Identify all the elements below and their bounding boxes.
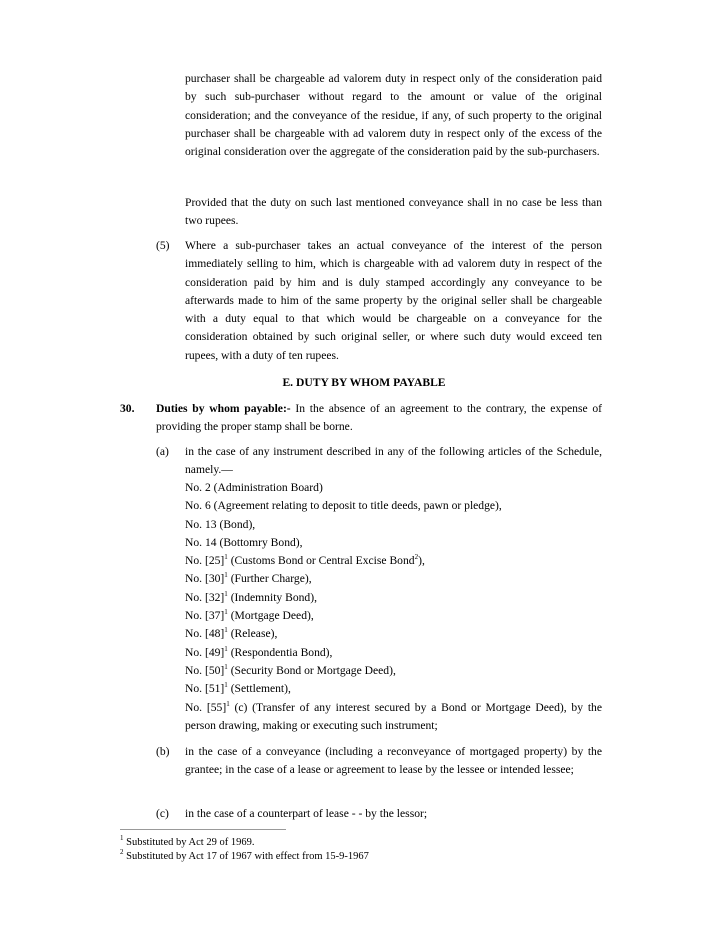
item-a-label: (a) <box>156 445 169 458</box>
article-55-item: No. $[55]^1$ (c) (Transfer of any interest secured by a Bond or Mortgage Deed), by the person drawing, making or executing such instrument; <box>185 700 602 733</box>
footnote-divider <box>120 829 286 830</box>
list-item: No. 13 (Bond), <box>185 517 256 531</box>
list-item: No. $[30]^1$ (Further Charge), <box>185 571 312 586</box>
list-item: No. $[37]^1$ (Mortgage Deed), <box>185 608 314 623</box>
item-c-text: in the case of a counterpart of lease - - by the lessor; <box>185 807 428 820</box>
list-item: No. $[48]^1$ (Release), <box>185 626 278 641</box>
item-c-label: (c) <box>156 807 169 820</box>
section-30-body: In the absence of an agreement to the contrary, the expense of providing the proper stamp shall be borne. <box>156 402 602 434</box>
list-item: No. $[50]^1$ (Security Bond or Mortgage Deed), <box>185 662 396 677</box>
proviso-paragraph: Provided that the duty on such last mentioned conveyance shall in no case be less than two rupees. <box>185 196 602 228</box>
section-30-number: 30. <box>120 402 135 415</box>
articles-list <box>185 479 602 699</box>
section-30-text <box>156 400 602 437</box>
list-item: No. $[51]^1$ (Settlement), <box>185 681 291 696</box>
section-heading: E. DUTY BY WHOM PAYABLE <box>282 376 446 389</box>
list-item: No. $[25]^1$ (Customs Bond or Central Excise Bond$^2$), <box>185 553 425 568</box>
item-a-intro: in the case of any instrument described in any of the following articles of the Schedule, namely.— <box>185 445 602 477</box>
list-item: No. 2 (Administration Board) <box>185 481 323 494</box>
sub-clause-5-text: Where a sub-purchaser takes an actual conveyance of the interest of the person immediately selling to him, which is chargeable with ad valorem duty in respect of the consideration paid by him and is duly stamped accordingly any conveyance to be afterwards made to him of the same property by the original seller shall be chargeable with a duty equal to that which would be chargeable on a conveyance for the consideration obtained by such original seller, or where such duty would exceed ten rupees, with a duty of ten rupees. <box>185 239 602 362</box>
footnote-2: $^2$ Substituted by Act 17 of 1967 with effect from 15-9-1967 <box>120 848 369 862</box>
list-item: No. 14 (Bottomry Bond), <box>185 535 303 549</box>
list-item: No. $[49]^1$ (Respondentia Bond), <box>185 644 333 659</box>
section-30-title: Duties by whom payable:- <box>156 402 291 415</box>
item-b-text: in the case of a conveyance (including a reconveyance of mortgaged property) by the grantee; in the case of a lease or agreement to lease by the lessee or intended lessee; <box>185 745 602 777</box>
sub-clause-5-label: (5) <box>156 239 170 252</box>
paragraph-continued: purchaser shall be chargeable ad valorem duty in respect only of the consideration paid by such sub-purchaser without regard to the amount or value of the original consideration; and the conveyance of the residue, if any, of such property to the original purchaser shall be chargeable with ad valorem duty in respect only of the excess of the original consideration over the aggregate of the consideration paid by the sub-purchasers. <box>185 72 602 159</box>
list-item: No. $[32]^1$ (Indemnity Bond), <box>185 589 317 604</box>
list-item: No. 6 (Agreement relating to deposit to title deeds, pawn or pledge), <box>185 499 502 513</box>
item-b-label: (b) <box>156 745 170 758</box>
footnote-1: $^1$ Substituted by Act 29 of 1969. <box>120 834 255 848</box>
